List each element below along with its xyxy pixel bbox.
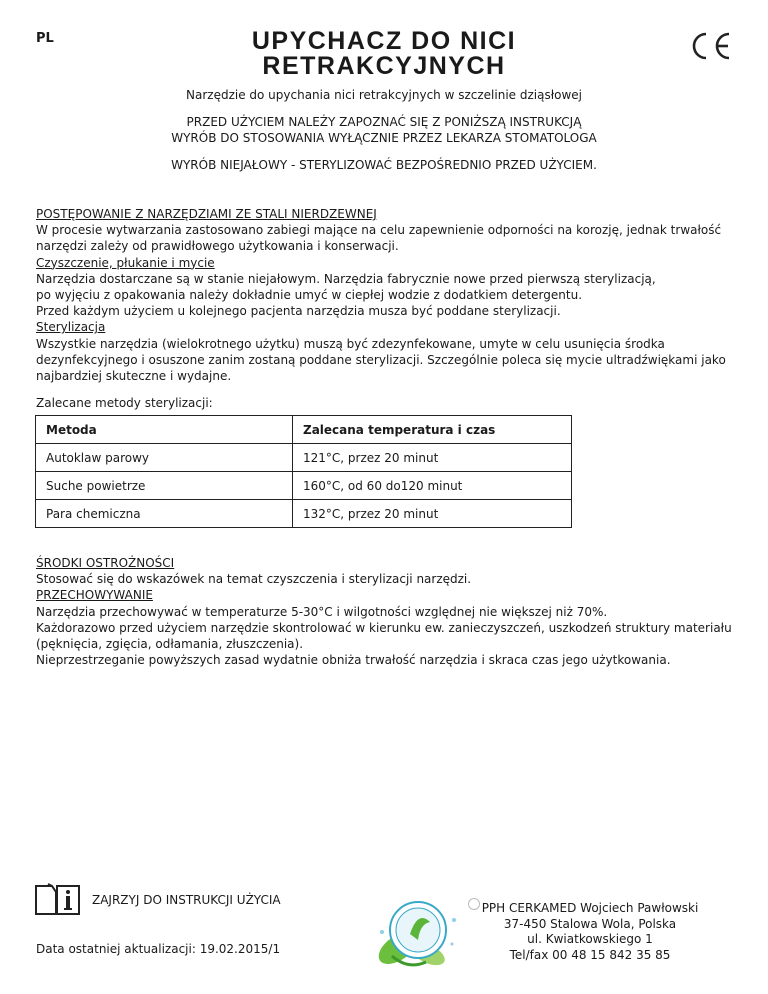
temp-time-cell: 132°C, przez 20 minut <box>293 500 572 528</box>
section-heading: POSTĘPOWANIE Z NARZĘDZIAMI ZE STALI NIERDZEWNEJ <box>36 207 377 221</box>
language-code: PL <box>36 31 54 46</box>
table-intro: Zalecane metody sterylizacji: <box>36 396 213 410</box>
paragraph-line: narzędzi zależy od prawidłowego użytkowania i konserwacji. <box>36 239 399 254</box>
ifu-label: ZAJRZYJ DO INSTRUKCJI UŻYCIA <box>92 893 281 907</box>
address-line: ul. Kwiatkowskiego 1 <box>527 932 653 946</box>
document-title <box>0 29 768 79</box>
warning-dentist-only: WYRÓB DO STOSOWANIA WYŁĄCZNIE PRZEZ LEKARZA STOMATOLOGA <box>171 131 597 145</box>
warning-non-sterile: WYRÓB NIEJAŁOWY - STERYLIZOWAĆ BEZPOŚREDNIO PRZED UŻYCIEM. <box>171 158 597 172</box>
subsection-heading-sterilization: Sterylizacja <box>36 320 106 335</box>
registered-mark-icon <box>468 898 480 910</box>
last-updated: Data ostatniej aktualizacji: 19.02.2015/1 <box>36 942 281 956</box>
table-row <box>36 500 572 528</box>
paragraph-line: najbardziej skuteczne i wydajne. <box>36 369 232 384</box>
section-heading-storage: PRZECHOWYWANIE <box>36 588 153 603</box>
header-method: Metoda <box>36 416 293 444</box>
subsection-heading-cleaning: Czyszczenie, płukanie i mycie <box>36 255 215 270</box>
paragraph-line: Narzędzia przechowywać w temperaturze 5-30°C i wilgotności względnej nie większej niż 70%. <box>36 604 608 619</box>
method-cell: Para chemiczna <box>36 500 293 528</box>
table-header-row <box>36 416 572 444</box>
method-cell: Suche powietrze <box>36 472 293 500</box>
header-temp-time: Zalecana temperatura i czas <box>293 416 572 444</box>
sterilization-table <box>35 415 572 528</box>
section-precautions-storage <box>36 555 736 668</box>
section-stainless-steel <box>36 206 736 384</box>
table-row <box>36 472 572 500</box>
temp-time-cell: 121°C, przez 20 minut <box>293 444 572 472</box>
temp-time-cell: 160°C, od 60 do120 minut <box>293 472 572 500</box>
title-line-2: RETRAKCYJNYCH <box>262 52 506 80</box>
paragraph-line: dezynfekcyjnego i osuszone zanim zostaną poddane sterylizacji. Szczególnie poleca się mycie ultradźwiękami jako <box>36 352 726 367</box>
paragraph-line: Stosować się do wskazówek na temat czyszczenia i sterylizacji narzędzi. <box>36 572 472 587</box>
paragraph-line: Przed każdym użyciem u kolejnego pacjenta narzędzia musza być poddane sterylizacji. <box>36 304 561 319</box>
instruction-book-icon <box>34 882 82 916</box>
table-row <box>36 444 572 472</box>
warning-read-instructions: PRZED UŻYCIEM NALEŻY ZAPOZNAĆ SIĘ Z PONIŻSZĄ INSTRUKCJĄ <box>186 115 582 129</box>
paragraph-line: Wszystkie narzędzia (wielokrotnego użytku) muszą być zdezynfekowane, umyte w celu usunięcia środka <box>36 336 665 351</box>
section-heading-precautions: ŚRODKI OSTROŻNOŚCI <box>36 556 175 570</box>
phone-line: Tel/fax 00 48 15 842 35 85 <box>509 947 671 962</box>
paragraph-line: Narzędzia dostarczane są w stanie niejałowym. Narzędzia fabrycznie nowe przed pierwszą sterylizacją, <box>36 271 656 286</box>
company-name: PPH CERKAMED Wojciech Pawłowski <box>481 901 699 915</box>
paragraph-line: W procesie wytwarzania zastosowano zabiegi mające na celu zapewnienie odporności na korozję, jednak trwałość <box>36 223 722 238</box>
method-cell: Autoklaw parowy <box>36 444 293 472</box>
ce-mark-icon <box>687 30 733 62</box>
cerkamed-logo-icon <box>368 890 468 980</box>
subtitle: Narzędzie do upychania nici retrakcyjnych w szczelinie dziąsłowej <box>186 88 582 102</box>
company-address <box>480 901 700 963</box>
paragraph-line: Nieprzestrzeganie powyższych zasad wydatnie obniża trwałość narzędzia i skraca czas jego użytkowania. <box>36 653 671 668</box>
paragraph-line: Każdorazowo przed użyciem narzędzie skontrolować w kierunku ew. zanieczyszczeń, uszkodzeń struktury materiału <box>36 620 732 635</box>
address-line: 37-450 Stalowa Wola, Polska <box>503 916 677 931</box>
paragraph-line: (pęknięcia, zgięcia, odłamania, złuszczenia). <box>36 637 304 652</box>
title-line-1: UPYCHACZ DO NICI <box>251 27 517 55</box>
paragraph-line: po wyjęciu z opakowania należy dokładnie umyć w ciepłej wodzie z dodatkiem detergentu. <box>36 288 583 303</box>
